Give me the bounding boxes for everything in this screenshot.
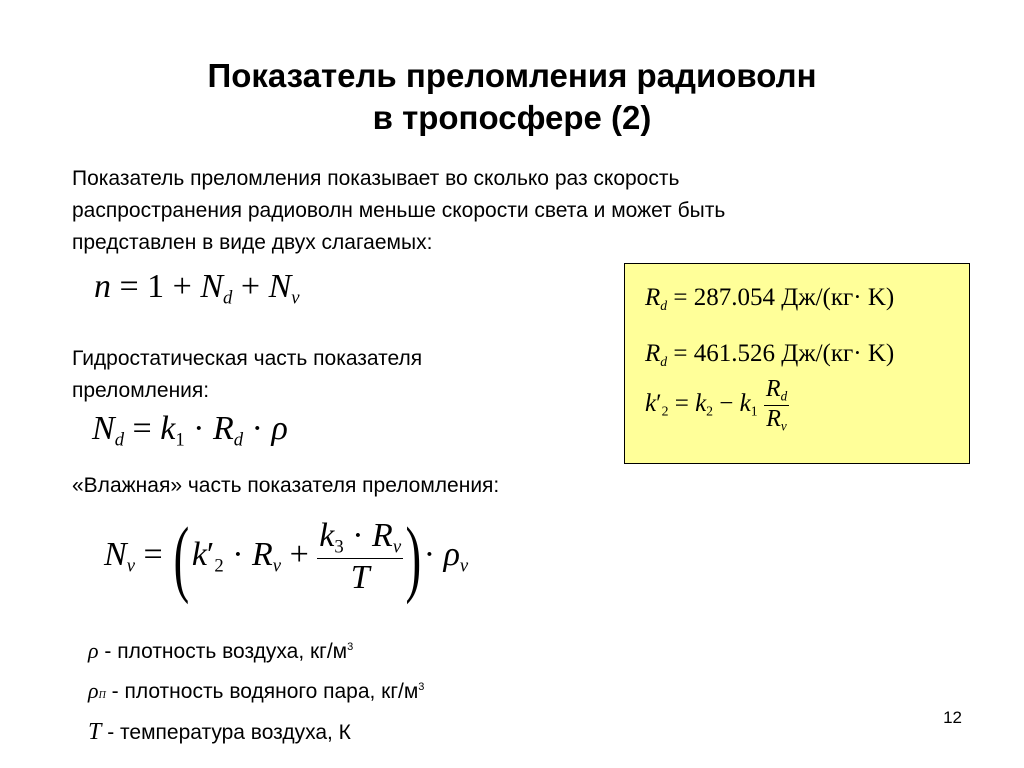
wet-label: «Влажная» часть показателя преломления: (72, 474, 500, 497)
title-line-1: Показатель преломления радиоволн (207, 57, 817, 94)
page-number: 12 (943, 708, 962, 727)
intro-line-1: Показатель преломления показывает во сколько раз скорость (72, 167, 680, 190)
legend-rho-p-exp: 3 (418, 681, 425, 693)
hydro-paragraph (72, 343, 422, 407)
hydro-line-1: Гидростатическая часть показателя (72, 347, 423, 370)
formula-nv: $N_v$ = ( $k'2 \cdot R_v$ + $\frac{k3 \cdot R_v}{T}$ ) · $\rho_v$ (104, 509, 469, 605)
legend-rho-exp: 3 (347, 641, 354, 653)
slide-title (0, 55, 1024, 139)
legend-rho-text: - плотность воздуха, кг/м (104, 640, 348, 663)
title-line-2: в тропосфере (2) (372, 99, 652, 136)
constants-box (624, 263, 970, 464)
legend-rho-p: ρП - плотность водяного пара, $кг/м^3$ (88, 678, 425, 703)
formula-nd: $N_d = k1 \cdot R_d \cdot \rho$ (92, 410, 288, 451)
legend-rho: ρ - плотность воздуха, $кг/м^3$ (88, 638, 354, 663)
hydro-line-2: преломления: (72, 379, 210, 402)
rv-unit: Дж/(кг· K) (781, 340, 895, 367)
formula-k2prime: k′2 = k2 − k1 $\frac{R_d}{R_v}$ (645, 376, 788, 434)
legend-t: T - температура воздуха, К (88, 719, 351, 745)
legend-rho-p-text: - плотность водяного пара, кг/м (111, 680, 419, 703)
rd-unit: Дж/(кг· K) (781, 284, 895, 311)
intro-line-3: представлен в виде двух слагаемых: (72, 231, 433, 254)
formula-rv: $R_d = 461.526$ Дж/(кг· K) (645, 340, 895, 369)
legend-t-text: - температура воздуха, К (107, 721, 351, 744)
rv-value: 461.526 (693, 340, 776, 367)
formula-n: $n = 1 + N_d + N_v$ (94, 268, 300, 309)
formula-rd: $R_d = 287.054$ Дж/(кг· K) (645, 284, 895, 313)
rd-value: 287.054 (693, 284, 776, 311)
intro-line-2: распространения радиоволн меньше скорости света и может быть (72, 199, 726, 222)
intro-paragraph (72, 163, 725, 259)
